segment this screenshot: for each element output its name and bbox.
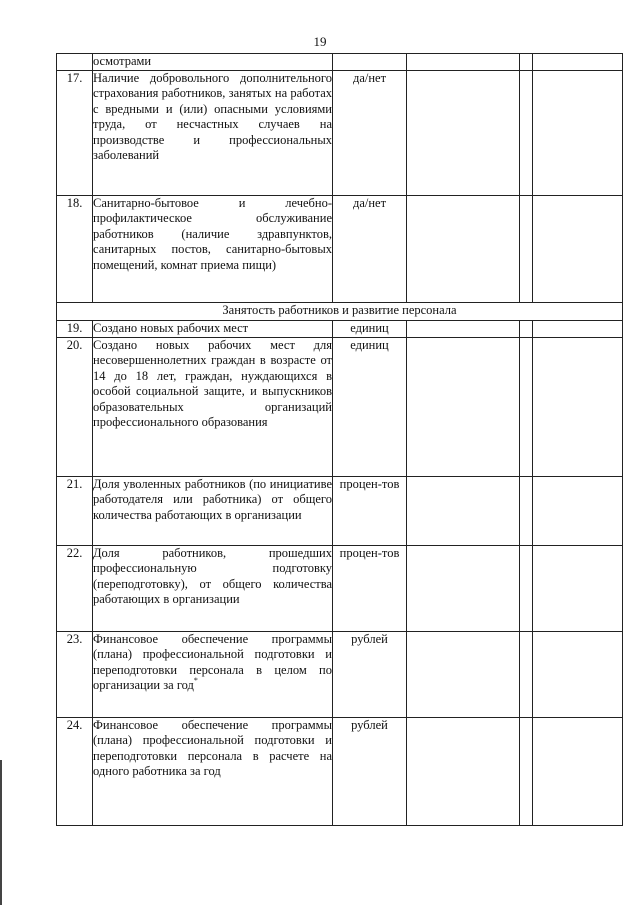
indicator-text: Финансовое обеспечение программы (плана) профессиональной подготовки и переподготовки персонала в целом по организации за год <box>93 632 332 693</box>
footnote-mark: * <box>193 676 198 686</box>
value-cell <box>533 338 623 477</box>
value-cell <box>520 321 533 338</box>
indicator-name: Доля уволенных работников (по инициативе работодателя или работника) от общего количества работающих в организации <box>93 477 333 546</box>
value-cell <box>407 196 520 303</box>
scan-edge-mark <box>0 760 2 905</box>
table-row <box>57 477 623 546</box>
unit-of-measure: процен-тов <box>333 546 407 632</box>
table-row <box>57 718 623 826</box>
row-number: 19. <box>57 321 93 338</box>
unit-of-measure: рублей <box>333 632 407 718</box>
table-row <box>57 632 623 718</box>
unit-of-measure: да/нет <box>333 196 407 303</box>
value-cell <box>533 632 623 718</box>
value-cell <box>520 54 533 71</box>
value-cell <box>533 54 623 71</box>
row-number: 21. <box>57 477 93 546</box>
value-cell <box>520 632 533 718</box>
value-cell <box>520 546 533 632</box>
page-number: 19 <box>313 34 327 49</box>
table-row <box>57 321 623 338</box>
value-cell <box>520 338 533 477</box>
row-number: 23. <box>57 632 93 718</box>
table-row <box>57 54 623 71</box>
value-cell <box>520 71 533 196</box>
unit-of-measure: рублей <box>333 718 407 826</box>
unit-of-measure: да/нет <box>333 71 407 196</box>
value-cell <box>533 321 623 338</box>
value-cell <box>533 196 623 303</box>
unit-of-measure: единиц <box>333 338 407 477</box>
section-row <box>57 303 623 321</box>
value-cell <box>520 477 533 546</box>
indicator-name: Доля работников, прошедших профессиональную подготовку (переподготовку), от общего количества работающих в организации <box>93 546 333 632</box>
row-number: 18. <box>57 196 93 303</box>
unit-of-measure: процен-тов <box>333 477 407 546</box>
unit-of-measure <box>333 54 407 71</box>
indicator-name: Санитарно-бытовое и лечебно-профилактическое обслуживание работников (наличие здравпунктов, санитарных постов, санитарно-бытовых помещений, комнат приема пищи) <box>93 196 333 303</box>
value-cell <box>407 546 520 632</box>
row-number: 24. <box>57 718 93 826</box>
value-cell <box>407 632 520 718</box>
value-cell <box>407 54 520 71</box>
table-row <box>57 196 623 303</box>
row-number: 22. <box>57 546 93 632</box>
value-cell <box>407 71 520 196</box>
indicator-name: Создано новых рабочих мест для несовершеннолетних граждан в возрасте от 14 до 18 лет, граждан, нуждающихся в особой социальной защите, и выпускников образовательных организаций профессионального образования <box>93 338 333 477</box>
value-cell <box>407 321 520 338</box>
value-cell <box>520 718 533 826</box>
row-number: 20. <box>57 338 93 477</box>
indicator-name: Финансовое обеспечение программы (плана) профессиональной подготовки и переподготовки персонала в расчете на одного работника за год <box>93 718 333 826</box>
value-cell <box>533 546 623 632</box>
unit-of-measure: единиц <box>333 321 407 338</box>
row-number: 17. <box>57 71 93 196</box>
indicator-name: Наличие добровольного дополнительного страхования работников, занятых на работах с вредными и (или) опасными условиями труда, от несчастных случаев на производстве и профессиональных заболеваний <box>93 71 333 196</box>
row-number <box>57 54 93 71</box>
indicators-table <box>56 53 623 826</box>
table-row <box>57 546 623 632</box>
indicator-name: осмотрами <box>93 54 333 71</box>
value-cell <box>407 477 520 546</box>
value-cell <box>533 71 623 196</box>
table-row <box>57 338 623 477</box>
value-cell <box>520 196 533 303</box>
value-cell <box>407 338 520 477</box>
indicator-name: Создано новых рабочих мест <box>93 321 333 338</box>
section-heading: Занятость работников и развитие персонала <box>57 303 623 321</box>
indicator-name <box>93 632 333 718</box>
value-cell <box>533 718 623 826</box>
table-row <box>57 71 623 196</box>
value-cell <box>407 718 520 826</box>
value-cell <box>533 477 623 546</box>
